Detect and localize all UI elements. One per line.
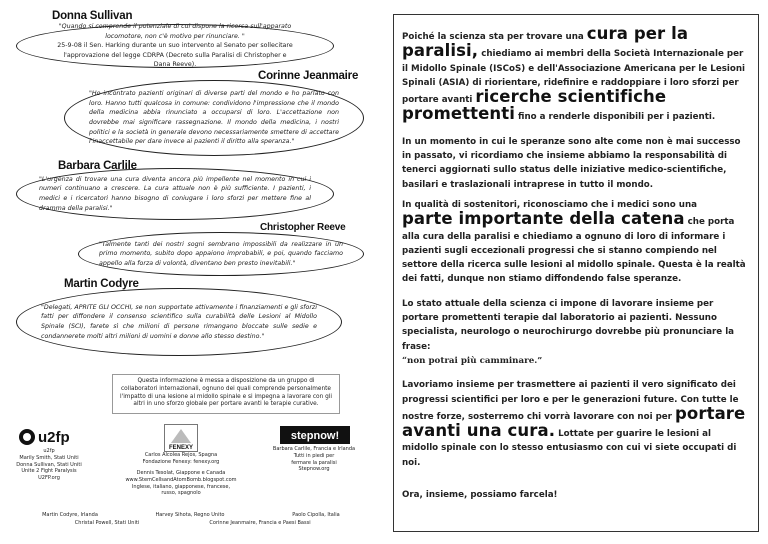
- testimonial-text: "L'urgenza di trovare una cura diventa ancora più impellente nel momento in cui i numeri continuano a crescere. La cura attuale non è più sufficiente. I pazienti, i medici e i ricercatori hanno bisogno di coniugare i loro sforzi per mettere fine al dramma della paralisi.": [39, 175, 311, 212]
- appeal-paragraph-4: Lo stato attuale della scienza ci impone di lavorare insieme per portare promettenti terapie dal laboratorio ai pazienti. Nessuno specialista, neurologo o neurochirurgo dovrebbe più pronunciare la frase:: [402, 298, 735, 352]
- speech-bubble: [64, 80, 364, 156]
- testimonial-text: "Talmente tanti dei nostri sogni sembrano impossibili da realizzare in un primo momento, subito dopo appaiono improbabili, e poi, quando facciamo appello alla forza di volontà, diventano ben presto inevitabili.": [99, 240, 343, 267]
- footer-credit: Paolo Cipolla, Italia: [292, 512, 340, 518]
- footer-credit: Harvey Sihota, Regno Unito: [155, 512, 225, 518]
- appeal-paragraph-5: Lavoriamo insieme per trasmettere ai pazienti il vero significato dei progressi scientifici per loro e per le generazioni future. Con tutte le nostre forze, sosterremo chi vorrà lavorare con noi per portare avanti una cura. Lottate per guarire le lesioni al midollo spinale con lo stesso entusiasmo con cui vi siete occupati di noi.: [402, 380, 746, 468]
- stepnow-logo: [280, 426, 350, 444]
- testimonial-name: Corinne Jeanmaire: [258, 70, 359, 82]
- appeal-paragraph-2: In un momento in cui le speranze sono alte come non è mai successo in passato, vi ricordiamo che insieme abbiamo la responsabilità di tenerci aggiornati sullo status delle iniziative medico-scientifiche, basilari e traslazionali intraprese in tutto il mondo.: [402, 136, 741, 190]
- speech-bubble: [16, 288, 342, 356]
- footer-credit: Christal Powell, Stati Uniti: [74, 520, 140, 526]
- appeal-panel: [393, 14, 759, 532]
- testimonial-name: Christopher Reeve: [260, 222, 346, 233]
- footer-credit: Martin Codyre, Irlanda: [42, 512, 98, 518]
- speech-bubble: [16, 168, 334, 220]
- fenexy-logo: [164, 424, 198, 452]
- testimonial-name: Donna Sullivan: [52, 10, 133, 22]
- speech-bubble: [78, 232, 364, 276]
- testimonial-text: "Delegati, APRITE GLI OCCHI, se non supportate attivamente i finanziamenti e gli sforzi fatti per diffondere il consenso scientifico sulla curabilità delle Lesioni al Midollo Spinale (SCI), farete sì che milioni di persone rimangano bloccate sulle sedie e condannerete molti altri milioni di uomini e donne allo stesso destino.": [41, 303, 317, 340]
- testimonial-name: Martin Codyre: [64, 278, 139, 290]
- fenexy-caption: Carlos Alcolea Rejos, Spagna Fondazione Fenexy: fenexy.org: [142, 452, 220, 465]
- testimonials-panel: [0, 0, 380, 544]
- dennis-caption: Dennis Tesolat, Giappone e Canada www.StemCellsandAtomBomb.blogspot.com Inglese, italiano, giapponese, francese, russo, spagnolo: [125, 470, 237, 497]
- speech-bubble: [16, 24, 334, 68]
- testimonial-text: "Quando si comprende il potenziale di cui dispone la ricerca sull'apparato locomotore, non c'è motivo per rinunciare. " 25-9-08 il Sen. Harking durante un suo intervento al Senato per sollecitare l'approvazione del legge CDRPA (Decreto sulla Paralisi di Christopher e Dana Reeve).: [57, 23, 293, 69]
- info-box: Questa informazione è messa a disposizione da un gruppo di collaboratori internazionali, ognuno dei quali comprende personalmente l'impatto di una lesione al midollo spinale e si impegna a lavorare con gli altri in uno sforzo globale per portare avanti le terapie curative.: [112, 374, 340, 414]
- u2fp-logo-text: u2fp: [38, 429, 70, 446]
- testimonial-text: "Ho incontrato pazienti originari di diverse parti del mondo e ho parlato con loro. Hanno tutti qualcosa in comune: condividono l'impressione che il mondo della medicina abbia rinunciato a occuparsi di loro. L'accettazione non dovrebbe mai significare rassegnazione. Il mondo della medicina, i nostri politici e la società in generale devono necessariamente smettere di accettare l'inaccettabile per dare invece ai pazienti il diritto alla speranza.": [89, 90, 339, 146]
- testimonial-name: Barbara Carlile: [58, 160, 137, 172]
- fenexy-logo-text: FENEXY: [168, 445, 194, 451]
- u2fp-caption: u2fp Marily Smith, Stati Uniti Donna Sullivan, Stati Uniti Unite 2 Fight Paralysis U2FP.org: [16, 448, 82, 482]
- footer-credit: Corinne Jeanmaire, Francia e Paesi Bassi: [209, 520, 311, 526]
- closing-slogan: Ora, insieme, possiamo farcela!: [402, 490, 558, 501]
- u2fp-logo: [18, 426, 72, 448]
- stepnow-caption: Barbara Carlile, Francia e Irlanda Tutti in piedi per fermare la paralisi Stepnow.org: [272, 446, 356, 473]
- stepnow-logo-text: stepnow!: [290, 430, 340, 442]
- appeal-paragraph-3: In qualità di sostenitori, riconosciamo che i medici sono una parte importante della catena che porta alla cura della paralisi e chiediamo a ognuno di loro di informare i pazienti sugli eccezionali progressi che si stanno compiendo nel settore della ricerca sulle lesioni al midollo spinale. Questa è la realtà dei fatti, dunque non stiamo diffondendo false speranze.: [402, 199, 746, 285]
- quote: “non potrai più camminare.”: [402, 355, 543, 366]
- appeal-paragraph-1: Poiché la scienza sta per trovare una cura per la paralisi, chiediamo ai membri della Società Internazionale per il Midollo Spinale (ISCoS) e dell'Associazione Americana per le Lesioni Spinali (ASIA) di riorientare, ridefinire e raddoppiare i loro sforzi per portare avanti ricerche scientifiche promettenti fino a renderle disponibili per i pazienti.: [402, 24, 745, 124]
